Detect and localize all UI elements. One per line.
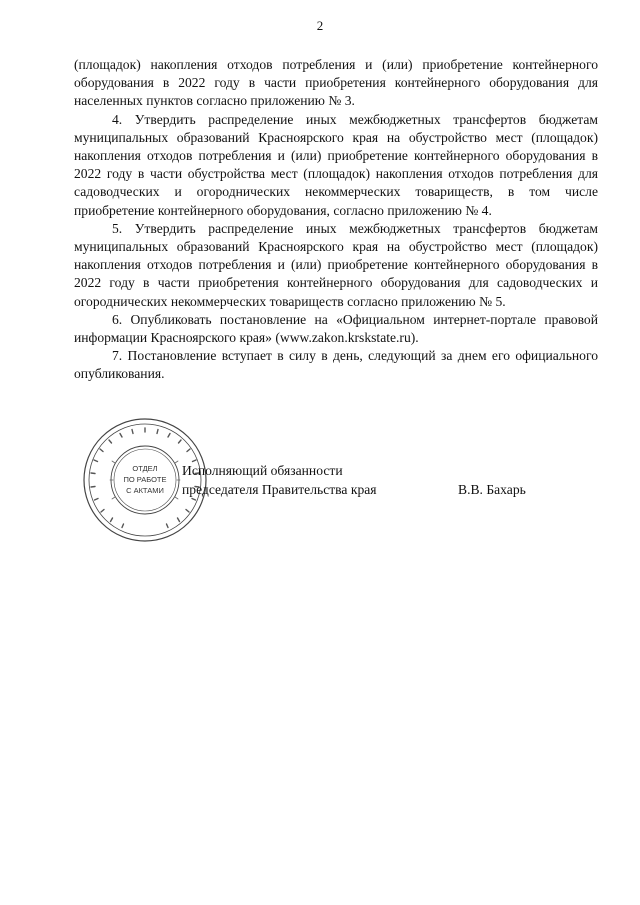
paragraph-continuation: (площадок) накопления отходов потребления и (или) приобретение контейнерного оборудования в 2022 году в части приобретения контейнерного оборудования для населенных пунктов согласно приложению № 3. (74, 57, 598, 109)
signer-position-line2: председателя Правительства края (182, 481, 377, 497)
signer-name: В.В. Бахарь (458, 481, 526, 497)
document-body (74, 56, 598, 384)
seal-text-line1: ОТДЕЛ (132, 464, 158, 473)
seal-text-line3: С АКТАМИ (126, 486, 164, 495)
signer-position-line1: Исполняющий обязанности (182, 463, 343, 478)
paragraph-item-5: 5. Утвердить распределение иных межбюджетных трансфертов бюджетам муниципальных образований Красноярского края на обустройство мест (площадок) накопления отходов потребления и (или) приобретение контейнерного оборудования в 2022 году в части приобретения контейнерного оборудования для садоводческих и огороднических некоммерческих товариществ согласно приложению № 5. (74, 220, 598, 309)
page-number: 2 (316, 18, 324, 33)
paragraph-item-7: 7. Постановление вступает в силу в день, следующий за днем его официального опубликования. (74, 348, 598, 382)
seal-text-line2: ПО РАБОТЕ (123, 475, 167, 484)
paragraph-item-6: 6. Опубликовать постановление на «Официальном интернет-портале правовой информации Красноярского края» (www.zakon.krskstate.ru). (74, 311, 598, 346)
paragraph-item-4: 4. Утвердить распределение иных межбюджетных трансфертов бюджетам муниципальных образований Красноярского края на обустройство мест (площадок) накопления отходов потребления и (или) приобретение контейнерного оборудования в 2022 году в части обустройства мест (площадок) накопления отходов потребления для садоводческих и огороднических некоммерческих товариществ, в том числе приобретение контейнерного оборудования, согласно приложению № 4. (74, 111, 598, 218)
signature-block (182, 462, 582, 499)
